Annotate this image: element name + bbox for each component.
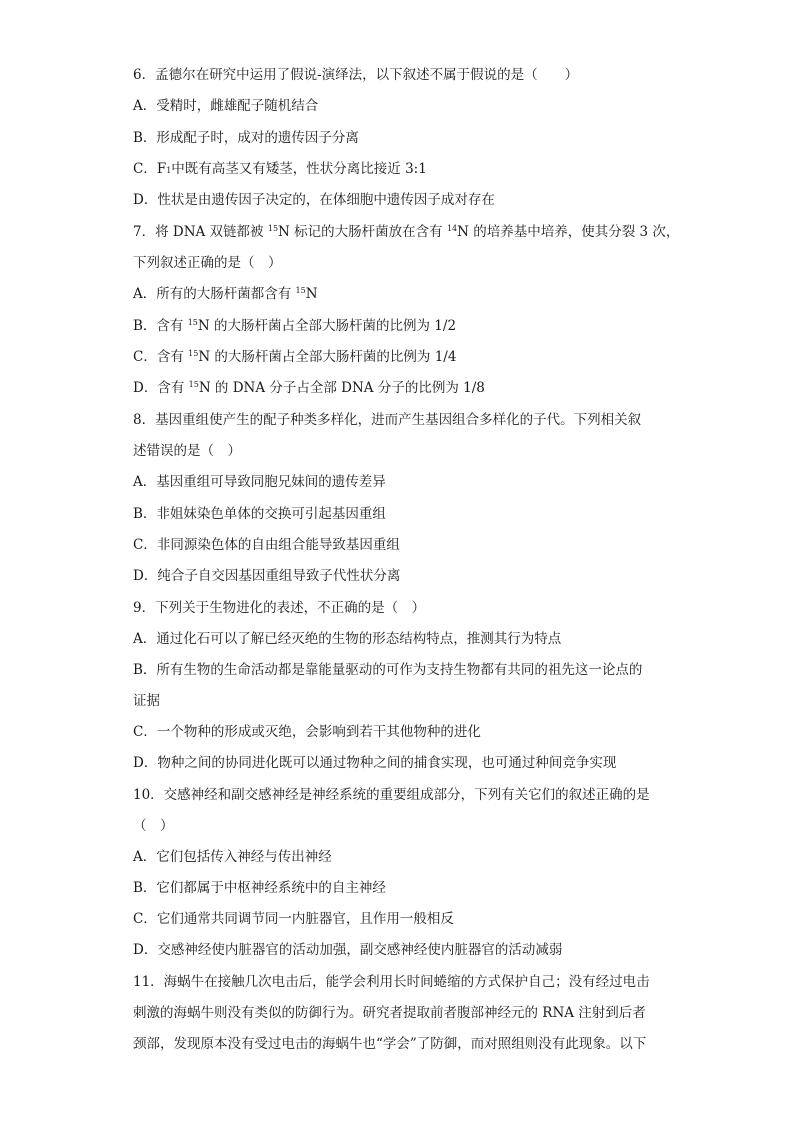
q11-line3: 颈部，发现原本没有受过电击的海蜗牛也“学会”了防御，而对照组则没有此现象。以下 bbox=[133, 1036, 647, 1052]
q7-b-post: N 的大肠杆菌占全部大肠杆菌的比例为 1/2 bbox=[197, 318, 457, 334]
q7-c-post: N 的大肠杆菌占全部大肠杆菌的比例为 1/4 bbox=[198, 349, 457, 365]
q6-option-d: D．性状是由遗传因子决定的，在体细胞中遗传因子成对存在 bbox=[133, 192, 495, 208]
q7-d-sup: 15 bbox=[188, 380, 199, 389]
q7-d-pre: D．含有 bbox=[133, 380, 189, 396]
q7-stem-sup1: 15 bbox=[267, 224, 279, 233]
q9-option-a: A．通过化石可以了解已经灭绝的生物的形态结构特点，推测其行为特点 bbox=[133, 631, 562, 647]
q10-stem-line2: （ ） bbox=[133, 818, 174, 834]
q7-b-pre: B．含有 bbox=[133, 318, 188, 334]
q7-stem-line1 bbox=[133, 222, 680, 242]
q11-line1: 11．海蜗牛在接触几次电击后，能学会利用长时间蜷缩的方式保护自己；没有经过电击 bbox=[133, 974, 650, 990]
q10-option-b: B．它们都属于中枢神经系统中的自主神经 bbox=[133, 880, 386, 896]
q7-stem-b: N 标记的大肠杆菌放在含有 bbox=[278, 224, 447, 240]
q8-option-a: A．基因重组可导致同胞兄妹间的遗传差异 bbox=[133, 474, 386, 490]
q7-b-sup: 15 bbox=[187, 318, 198, 327]
q6-option-b: B．形成配子时，成对的遗传因子分离 bbox=[133, 130, 359, 146]
q7-c-sup: 15 bbox=[188, 349, 199, 358]
q7-option-c bbox=[133, 347, 661, 367]
q9-option-b-line2: 证据 bbox=[133, 693, 160, 709]
q7-option-d bbox=[133, 378, 661, 398]
q7-d-post: N 的 DNA 分子占全部 DNA 分子的比例为 1/8 bbox=[198, 380, 485, 396]
q7-stem-line2: 下列叙述正确的是（ ） bbox=[133, 255, 282, 271]
q6-option-a: A．受精时，雌雄配子随机结合 bbox=[133, 98, 319, 114]
q7-option-b bbox=[133, 316, 661, 336]
q10-stem-line1: 10．交感神经和副交感神经是神经系统的重要组成部分，下列有关它们的叙述正确的是 bbox=[133, 787, 650, 803]
q11-line2: 刺激的海蜗牛则没有类似的防御行为。研究者提取前者腹部神经元的 RNA 注射到后者 bbox=[133, 1005, 646, 1021]
q7-stem-sup2: 14 bbox=[446, 224, 458, 233]
q7-stem-c: N 的培养基中培养，使其分裂 3 次， bbox=[457, 224, 680, 240]
q10-option-d: D．交感神经使内脏器官的活动加强，副交感神经使内脏器官的活动减弱 bbox=[133, 942, 563, 958]
q7-a-sup: 15 bbox=[295, 286, 306, 295]
q8-option-c: C．非同源染色体的自由组合能导致基因重组 bbox=[133, 537, 400, 553]
q6-option-c-pre: C．F bbox=[133, 161, 167, 177]
q7-stem-a: 7．将 DNA 双链都被 bbox=[133, 224, 268, 240]
q7-option-a bbox=[133, 284, 661, 304]
q9-stem: 9．下列关于生物进化的表述，不正确的是（ ） bbox=[133, 600, 426, 616]
q7-c-pre: C．含有 bbox=[133, 349, 189, 365]
q10-option-c: C．它们通常共同调节同一内脏器官，且作用一般相反 bbox=[133, 911, 454, 927]
q8-option-b: B．非姐妹染色单体的交换可引起基因重组 bbox=[133, 506, 386, 522]
q7-a-pre: A．所有的大肠杆菌都含有 bbox=[133, 286, 296, 302]
q9-option-b-line1: B．所有生物的生命活动都是靠能量驱动的可作为支持生物都有共同的祖先这一论点的 bbox=[133, 662, 643, 678]
q8-stem-line1: 8．基因重组使产生的配子种类多样化，进而产生基因组合多样化的子代。下列相关叙 bbox=[133, 412, 642, 428]
q6-option-c-post: 中既有高茎又有矮茎，性状分离比接近 3:1 bbox=[171, 161, 427, 177]
q9-option-c: C．一个物种的形成或灭绝，会影响到若干其他物种的进化 bbox=[133, 724, 481, 740]
q6-stem: 6．孟德尔在研究中运用了假说-演绎法，以下叙述不属于假说的是（ ） bbox=[133, 67, 579, 83]
q7-a-post: N bbox=[305, 286, 318, 302]
q8-option-d: D．纯合子自交因基因重组导致子代性状分离 bbox=[133, 568, 401, 584]
q6-option-c-sub: 1 bbox=[166, 166, 172, 175]
q10-option-a: A．它们包括传入神经与传出神经 bbox=[133, 849, 332, 865]
q9-option-d: D．物种之间的协同进化既可以通过物种之间的捕食实现，也可通过种间竞争实现 bbox=[133, 755, 617, 771]
q8-stem-line2: 述错误的是（ ） bbox=[133, 443, 241, 459]
q6-option-c bbox=[133, 159, 661, 179]
